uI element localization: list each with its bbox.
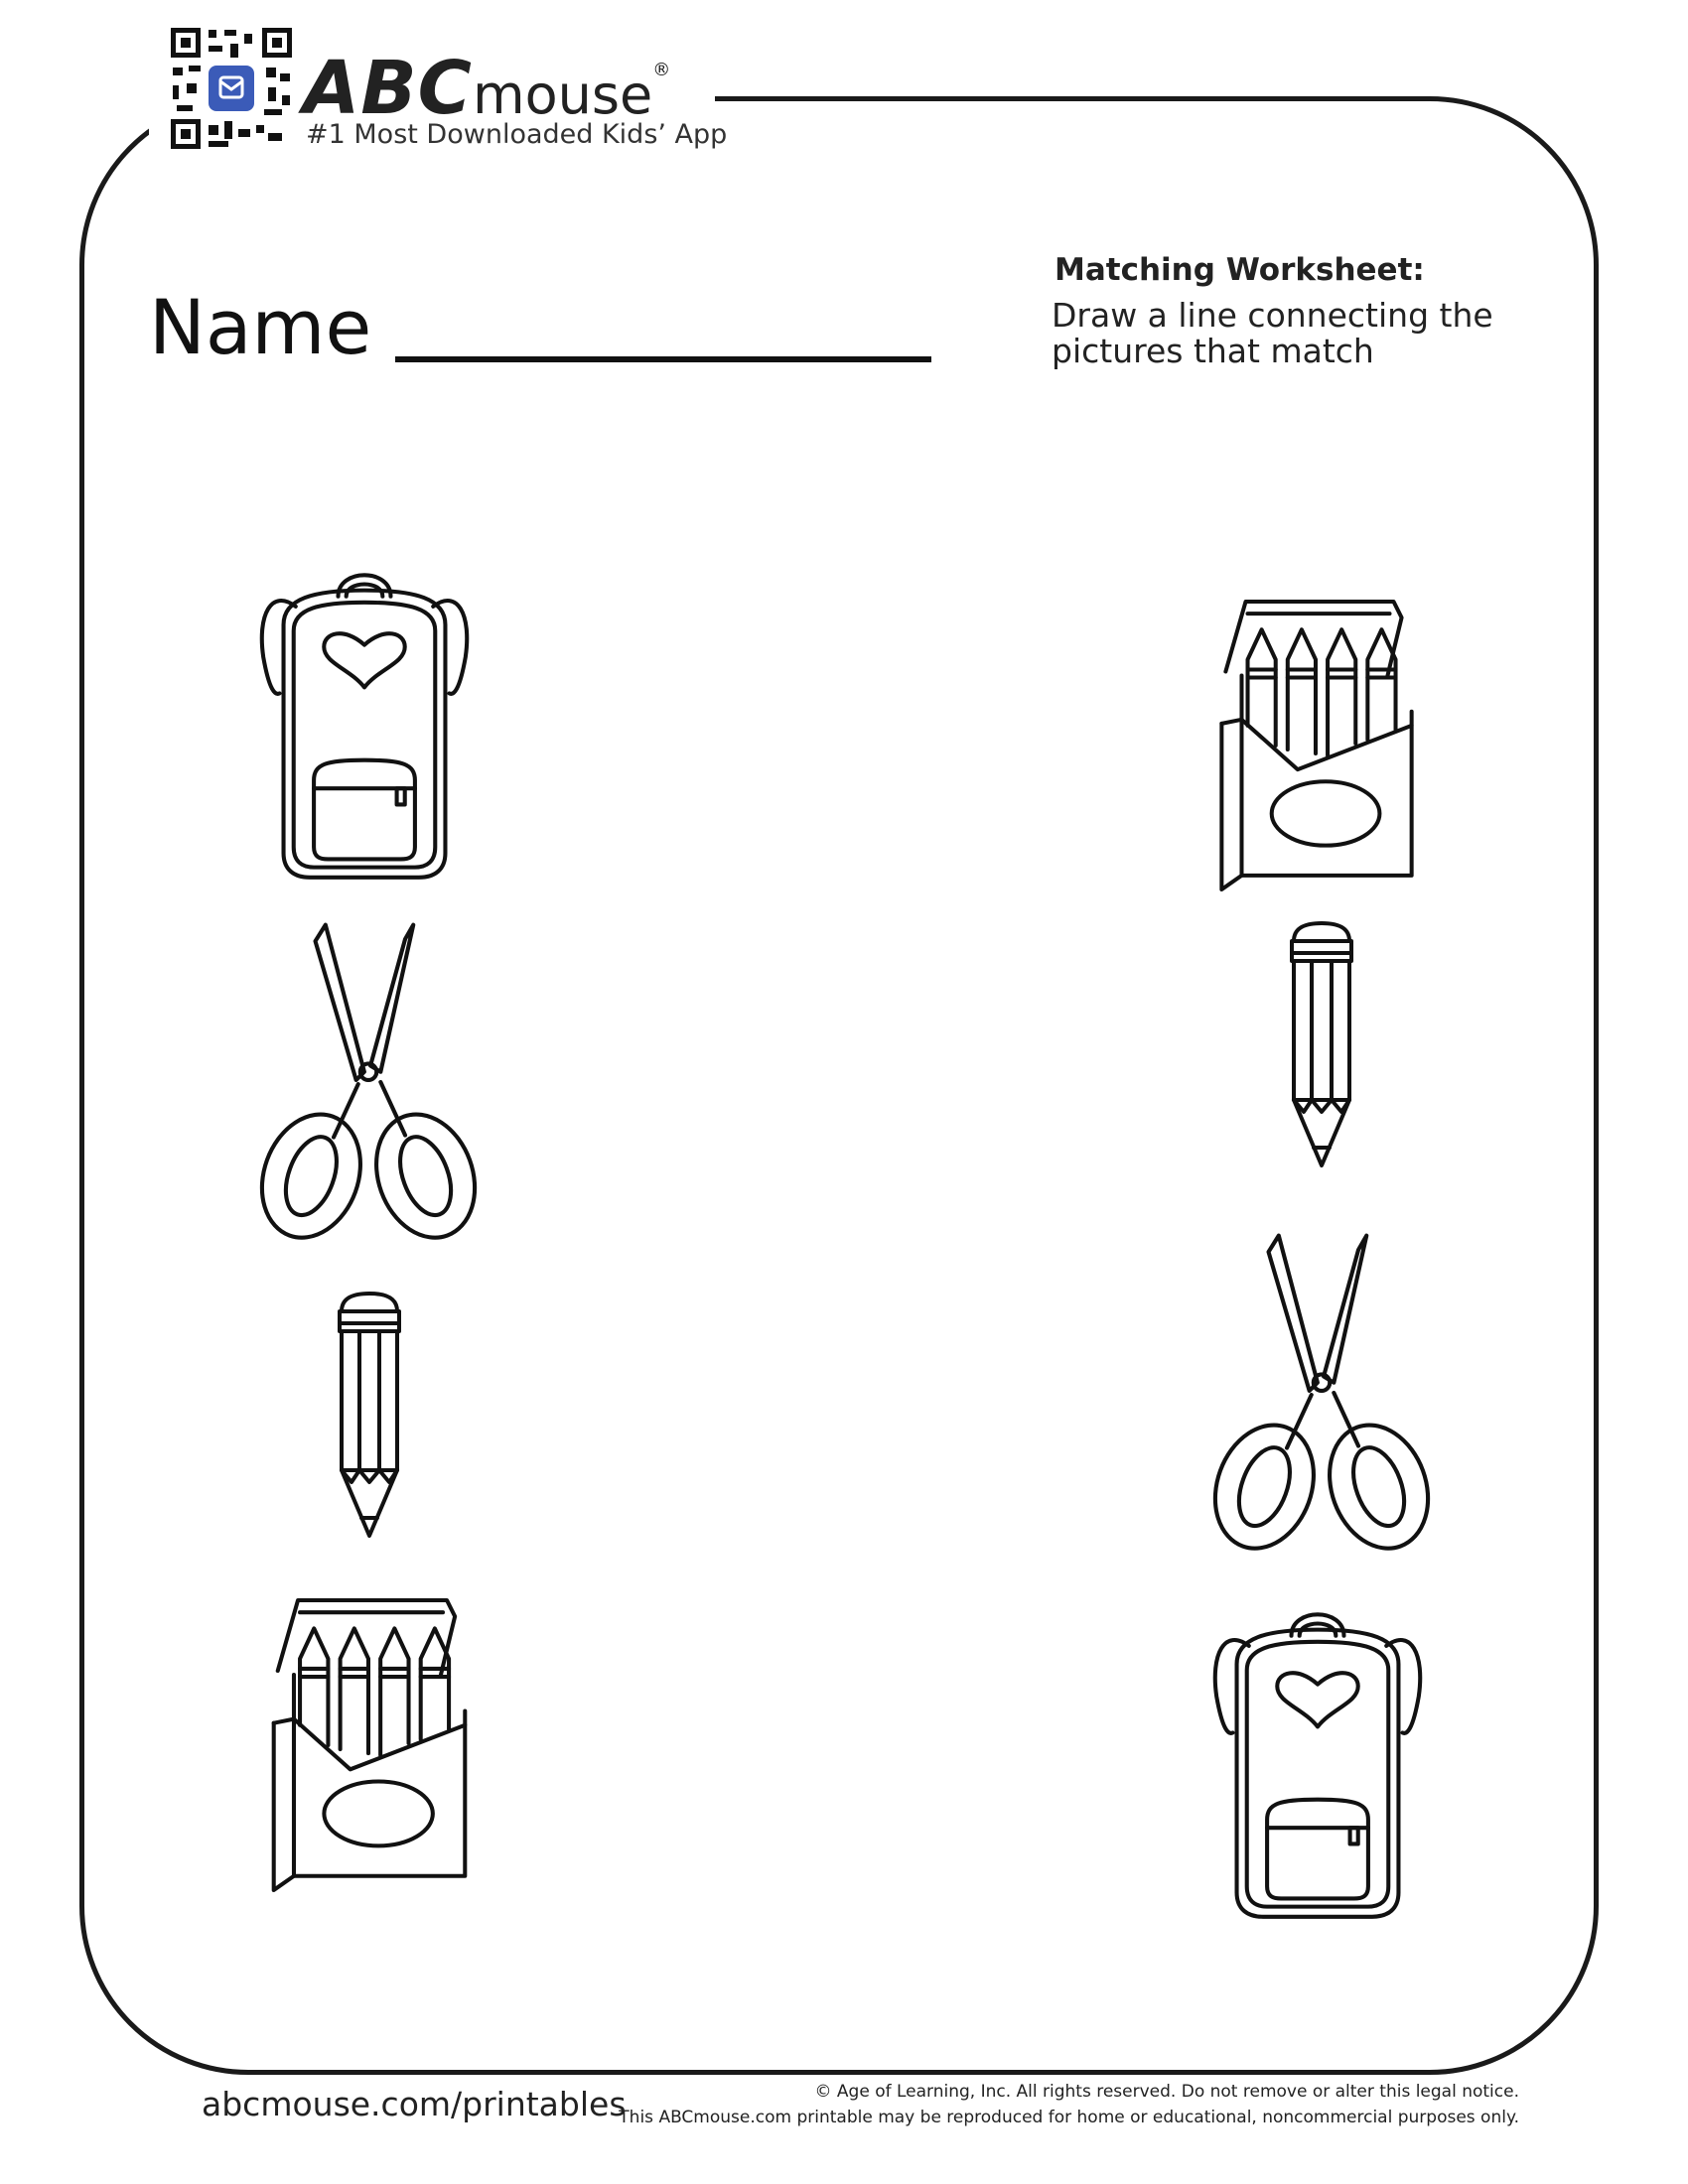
registered-mark: ®: [652, 60, 671, 80]
logo-mouse: mouse: [472, 64, 653, 126]
left-item-pencil[interactable]: [334, 1291, 405, 1541]
name-label: Name: [149, 283, 372, 371]
worksheet-title: Matching Worksheet:: [1055, 252, 1425, 288]
worksheet-instructions: Draw a line connecting the pictures that match: [1052, 296, 1493, 370]
abcmouse-logo: [303, 46, 671, 131]
brand-tagline: #1 Most Downloaded Kids’ App: [306, 119, 728, 150]
right-item-crayon-box[interactable]: [1215, 600, 1418, 893]
backpack-icon: [253, 564, 476, 882]
crayon-box-icon: [268, 1598, 471, 1894]
right-item-scissors[interactable]: [1213, 1227, 1430, 1559]
right-item-backpack[interactable]: [1206, 1602, 1429, 1922]
pencil-icon: [1286, 915, 1357, 1175]
footer-url[interactable]: abcmouse.com/printables: [202, 2085, 627, 2123]
scissors-icon: [260, 913, 477, 1251]
legal-line-1: © Age of Learning, Inc. All rights reserved. Do not remove or alter this legal notice.: [814, 2082, 1519, 2102]
pencil-icon: [334, 1291, 405, 1541]
right-item-pencil[interactable]: [1286, 915, 1357, 1175]
left-item-backpack[interactable]: [253, 564, 476, 882]
name-write-line: [395, 356, 931, 362]
qr-code-icon: [169, 26, 294, 151]
scissors-icon: [1213, 1227, 1430, 1559]
backpack-icon: [1206, 1602, 1429, 1922]
left-item-crayon-box[interactable]: [268, 1598, 471, 1894]
logo-abc: ABC: [303, 46, 473, 131]
legal-line-2: This ABCmouse.com printable may be reproduced for home or educational, noncommercial purposes only.: [619, 2108, 1519, 2127]
legal-notice: [619, 2079, 1519, 2130]
left-item-scissors[interactable]: [260, 913, 477, 1251]
crayon-box-icon: [1215, 600, 1418, 893]
